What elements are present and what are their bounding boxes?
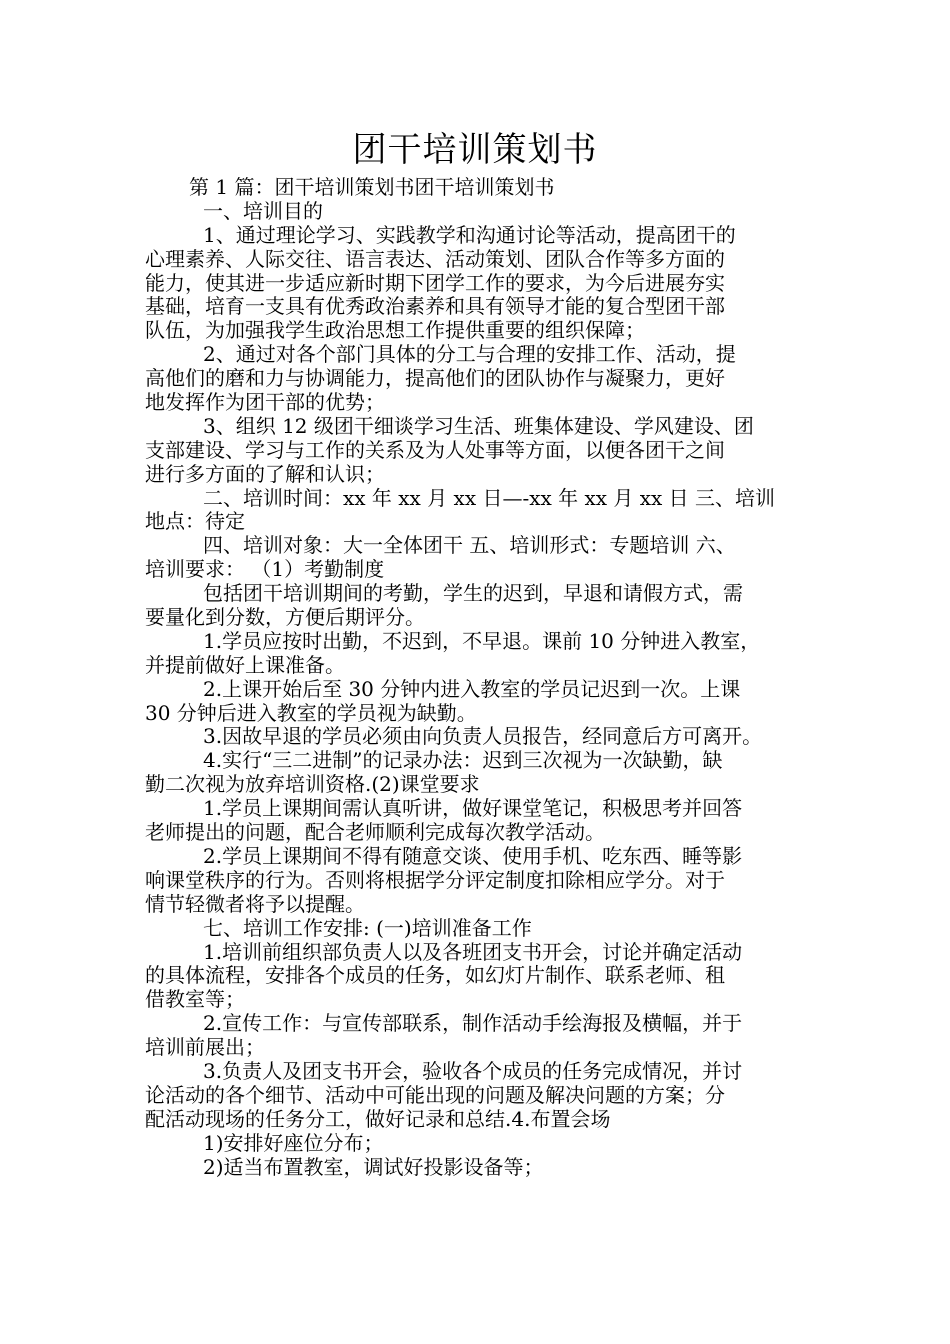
text-line: 2)适当布置教室，调试好投影设备等；: [203, 1155, 544, 1179]
text-line: 地点：待定: [145, 510, 245, 534]
text-line: 进行多方面的了解和认识；: [145, 462, 385, 486]
text-line: 4.实行“三二进制”的记录办法：迟到三次视为一次缺勤，缺: [203, 749, 723, 773]
text-line: 借教室等；: [145, 988, 245, 1012]
text-line: 1.学员应按时出勤，不迟到，不早退。课前 10 分钟进入教室，: [203, 629, 761, 653]
text-line: 1.学员上课期间需认真听讲，做好课堂笔记，积极思考并回答: [203, 797, 743, 821]
text-line: 的具体流程，安排各个成员的任务，如幻灯片制作、联系老师、租: [145, 964, 725, 988]
text-line: 高他们的磨和力与协调能力，提高他们的团队协作与凝聚力，更好: [145, 367, 725, 391]
text-line: 支部建设、学习与工作的关系及为人处事等方面，以便各团干之间: [145, 438, 725, 462]
text-line: 响课堂秩序的行为。否则将根据学分评定制度扣除相应学分。对于: [145, 868, 725, 892]
text-line: 地发挥作为团干部的优势；: [145, 391, 385, 415]
text-line: 3.负责人及团支书开会，验收各个成员的任务完成情况，并讨: [203, 1059, 743, 1083]
text-line: 配活动现场的任务分工，做好记录和总结.4.布置会场: [145, 1107, 611, 1131]
text-line: 包括团干培训期间的考勤，学生的迟到，早退和请假方式，需: [203, 582, 743, 606]
text-line: 论活动的各个细节、活动中可能出现的问题及解决问题的方案；分: [145, 1083, 725, 1107]
text-line: 要量化到分数，方便后期评分。: [145, 606, 425, 630]
text-line: 勤二次视为放弃培训资格.(2)课堂要求: [145, 773, 480, 797]
text-line: 四、培训对象：大一全体团干 五、培训形式：专题培训 六、: [203, 534, 736, 558]
text-line: 2、通过对各个部门具体的分工与合理的安排工作、活动，提: [203, 343, 736, 367]
text-line: 2.学员上课期间不得有随意交谈、使用手机、吃东西、睡等影: [203, 844, 743, 868]
text-line: 第 1 篇：团干培训策划书团干培训策划书: [189, 176, 555, 199]
text-line: 并提前做好上课准备。: [145, 653, 345, 677]
document-body: [145, 176, 810, 1179]
document-title: 团干培训策划书: [352, 130, 598, 170]
text-line: 1.培训前组织部负责人以及各班团支书开会，讨论并确定活动: [203, 940, 743, 964]
text-line: 老师提出的问题，配合老师顺利完成每次教学活动。: [145, 821, 605, 845]
text-line: 心理素养、人际交往、语言表达、活动策划、团队合作等多方面的: [145, 247, 725, 271]
text-line: 七、培训工作安排: (一)培训准备工作: [203, 916, 532, 940]
text-line: 1、通过理论学习、实践教学和沟通讨论等活动，提高团干的: [203, 223, 736, 247]
text-line: 情节轻微者将予以提醒。: [145, 892, 365, 916]
text-line: 能力，使其进一步适应新时期下团学工作的要求，为今后进展夯实: [145, 271, 725, 295]
text-line: 30 分钟后进入教室的学员视为缺勤。: [145, 701, 477, 725]
text-line: 基础，培育一支具有优秀政治素养和具有领导才能的复合型团干部: [145, 295, 725, 319]
text-line: 3.因故早退的学员必须由向负责人员报告，经同意后方可离开。: [203, 725, 763, 749]
text-line: 二、培训时间：xx 年 xx 月 xx 日—-xx 年 xx 月 xx 日 三、培训: [203, 486, 776, 510]
text-line: 2.上课开始后至 30 分钟内进入教室的学员记迟到一次。上课: [203, 677, 741, 701]
text-line: 2.宣传工作：与宣传部联系，制作活动手绘海报及横幅，并于: [203, 1012, 743, 1036]
text-line: 3、组织 12 级团干细谈学习生活、班集体建设、学风建设、团: [203, 414, 754, 438]
text-line: 1)安排好座位分布；: [203, 1131, 384, 1155]
text-line: 队伍，为加强我学生政治思想工作提供重要的组织保障；: [145, 319, 645, 343]
text-line: 培训要求： （1）考勤制度: [145, 558, 385, 582]
text-line: 培训前展出；: [145, 1036, 265, 1060]
text-line: 一、培训目的: [203, 199, 323, 223]
